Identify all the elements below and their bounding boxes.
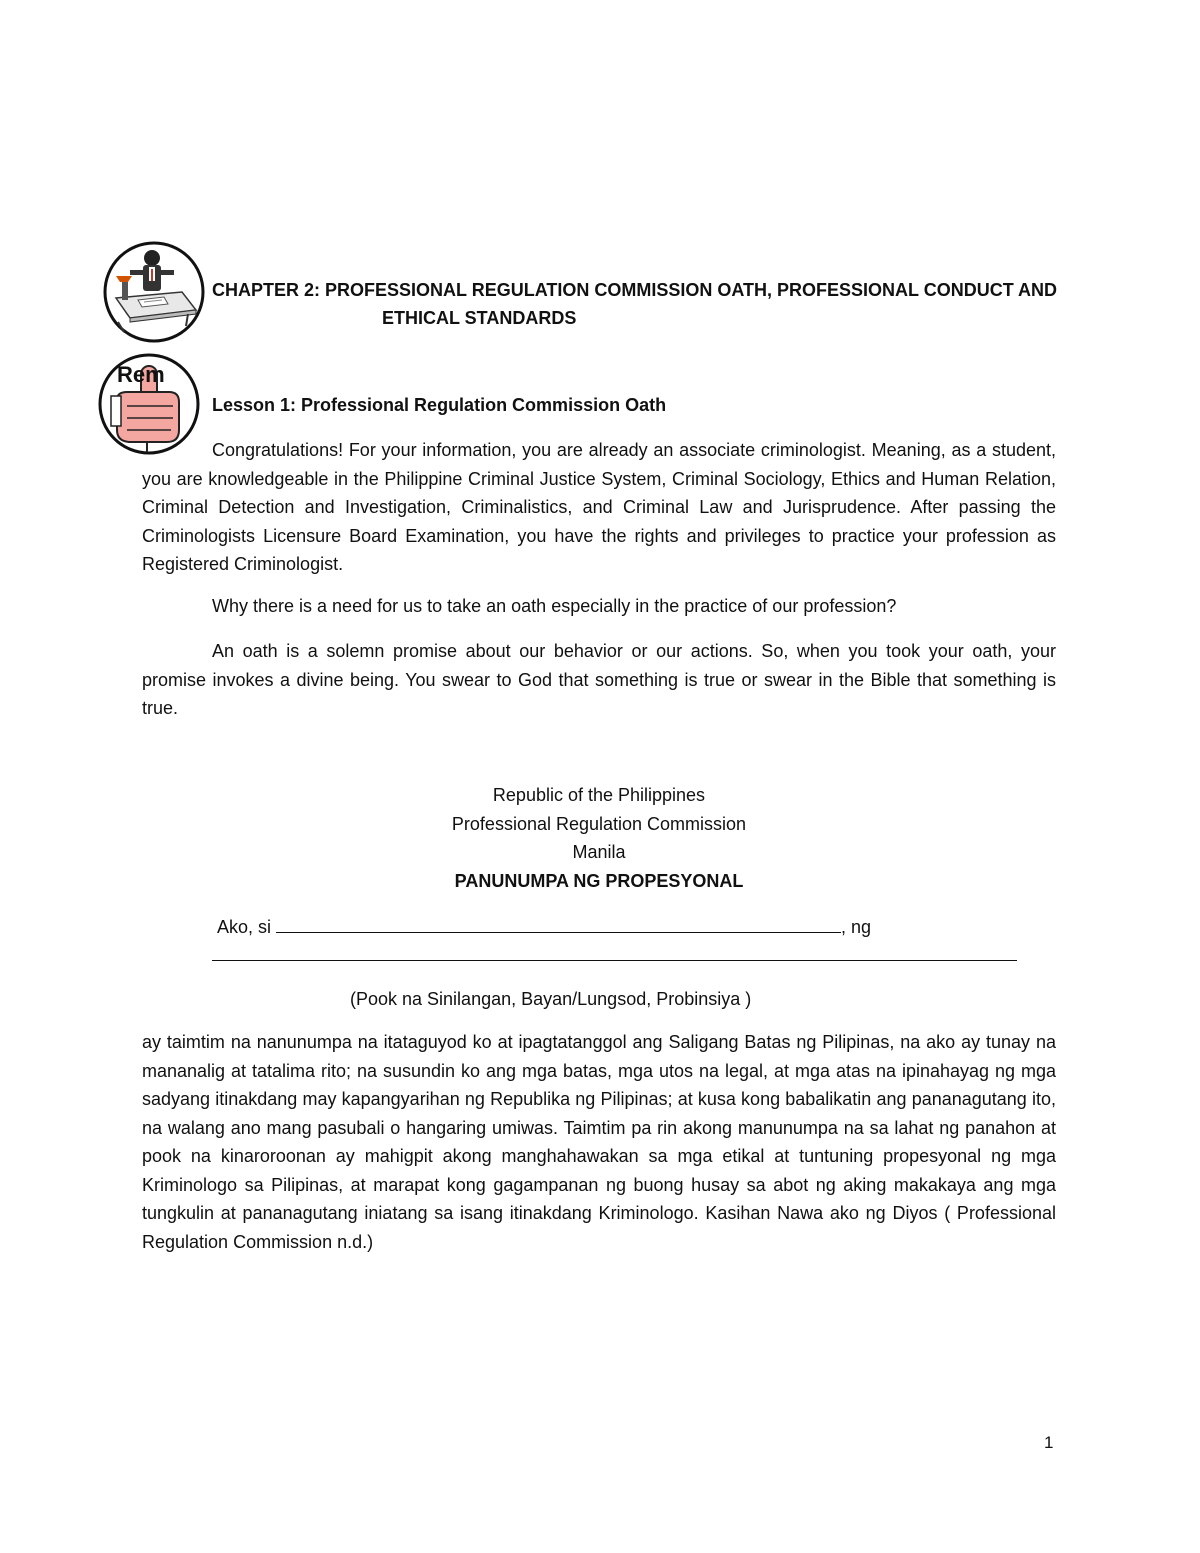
person-at-desk-icon [102,240,206,344]
chapter-title-line2: ETHICAL STANDARDS [382,308,577,328]
chapter-title-line1: CHAPTER 2: PROFESSIONAL REGULATION COMMISSION OATH, PROFESSIONAL CONDUCT AND [212,280,1058,300]
place-label: (Pook na Sinilangan, Bayan/Lungsod, Probinsiya ) [350,989,752,1009]
oath-header [142,781,1056,895]
header-republic: Republic of the Philippines [492,785,706,805]
lesson-title: Lesson 1: Professional Regulation Commission Oath [212,395,667,415]
ako-prefix: Ako, si [217,917,272,937]
oath-definition-paragraph: An oath is a solemn promise about our behavior or our actions. So, when you took your oath, your promise invokes a divine being. You swear to God that something is true or swear in the Bible that something is true. [142,641,1056,718]
place-blank-rule [212,960,1017,961]
question-paragraph: Why there is a need for us to take an oath especially in the practice of our profession? [212,596,897,616]
header-commission: Professional Regulation Commission [451,813,747,834]
ako-suffix: , ng [841,917,872,937]
page-number: 1 [1044,1433,1054,1452]
oath-body-text: ay taimtim na nanunumpa na itataguyod ko at ipagtatanggol ang Saligang Batas ng Pilipinas, na ako ay tunay na mananalig at tatalima rito; na susundin ko ang mga batas, mga utos na legal, at mga atas na ipinahayag ng mga sadyang itinakdang may kapangyarihan ng Republika ng Pilipinas; at kusa kong babalikatin ang pananagutang ito, na walang ano mang pasubali o hangaring umiwas. Taimtim pa rin akong manunumpa na sa lahat ng panahon at pook na kinaroroonan ay mahigpit akong manghahawakan sa mga etikal at tuntuning propesyonal ng mga Kriminologo sa Pilipinas, at marapat kong gagampanan ng buong husay sa abot ng aking makakaya ang mga tungkulin at pananagutang iniatang sa isang itinakdang Kriminologo. Kasihan Nawa ako ng Diyos ( Professional Regulation Commission n.d.) [142,1032,1056,1252]
name-blank [276,912,841,933]
thumb-label: Rem [117,362,165,387]
intro-paragraph: Congratulations! For your information, you are already an associate criminologist. Meaning, as a student, you are knowledgeable in the Philippine Criminal Justice System, Criminal Sociology, Ethics and Human Relation, Criminal Detection and Investigation, Criminalistics, and Criminal Law and Jurisprudence. After passing the Criminologists Licensure Board Examination, you have the rights and privileges to practice your profession as Registered Criminologist. [142,440,1056,574]
name-fill-line [217,912,1017,942]
header-oath-title: PANUNUMPA NG PROPESYONAL [454,870,744,891]
header-city: Manila [572,842,626,862]
